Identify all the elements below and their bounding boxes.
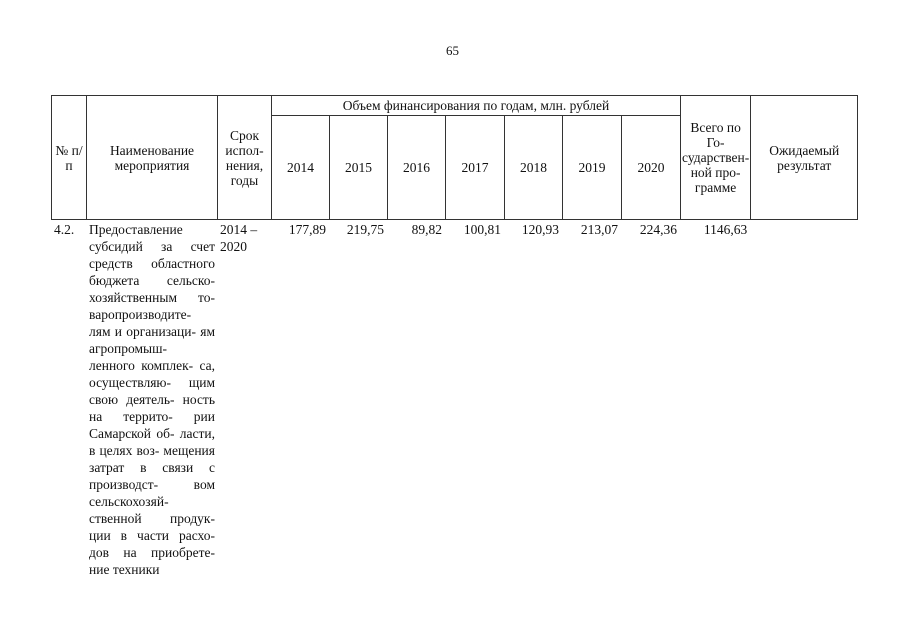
row-term: 2014 – 2020 bbox=[220, 222, 258, 254]
header-year: 2015 bbox=[330, 116, 388, 220]
row-name: Предоставление субсидий за счет средств областного бюджета сельско- хозяйственным то- варопроизводите- лям и организаци- ям агропромыш- ленного комплек- са, осуществляю- щим свою деятель- ность на террито- рии Самарской об- ласти, в целях воз- мещения затрат в связи с производст- вом сельскохозяй- ственной продук- ции в части расхо- дов на приобрете- ние техники bbox=[89, 222, 215, 577]
header-year: 2020 bbox=[622, 116, 681, 220]
row-num: 4.2. bbox=[54, 222, 75, 237]
header-year: 2018 bbox=[505, 116, 563, 220]
funding-table bbox=[51, 95, 858, 579]
header-year: 2014 bbox=[272, 116, 330, 220]
row-value-2015: 219,75 bbox=[346, 222, 384, 237]
header-num: № п/п bbox=[52, 96, 87, 220]
header-total: Всего по Го- сударствен- ной про- грамме bbox=[681, 96, 751, 220]
row-value-2016: 89,82 bbox=[411, 222, 442, 237]
page-number: 65 bbox=[446, 43, 459, 58]
header-result: Ожидаемый результат bbox=[751, 96, 858, 220]
row-total: 1146,63 bbox=[703, 222, 748, 237]
header-year: 2016 bbox=[388, 116, 446, 220]
table-row bbox=[52, 220, 858, 580]
row-value-2017: 100,81 bbox=[463, 222, 501, 237]
row-value-2018: 120,93 bbox=[521, 222, 559, 237]
header-term: Срок испол- нения, годы bbox=[218, 96, 272, 220]
header-name: Наименование мероприятия bbox=[87, 96, 218, 220]
row-result bbox=[751, 220, 858, 580]
row-value-2020: 224,36 bbox=[639, 222, 677, 237]
header-year: 2019 bbox=[563, 116, 622, 220]
header-year: 2017 bbox=[446, 116, 505, 220]
row-value-2019: 213,07 bbox=[580, 222, 618, 237]
row-value-2014: 177,89 bbox=[288, 222, 326, 237]
header-funding-group: Объем финансирования по годам, млн. рублей bbox=[272, 96, 681, 116]
